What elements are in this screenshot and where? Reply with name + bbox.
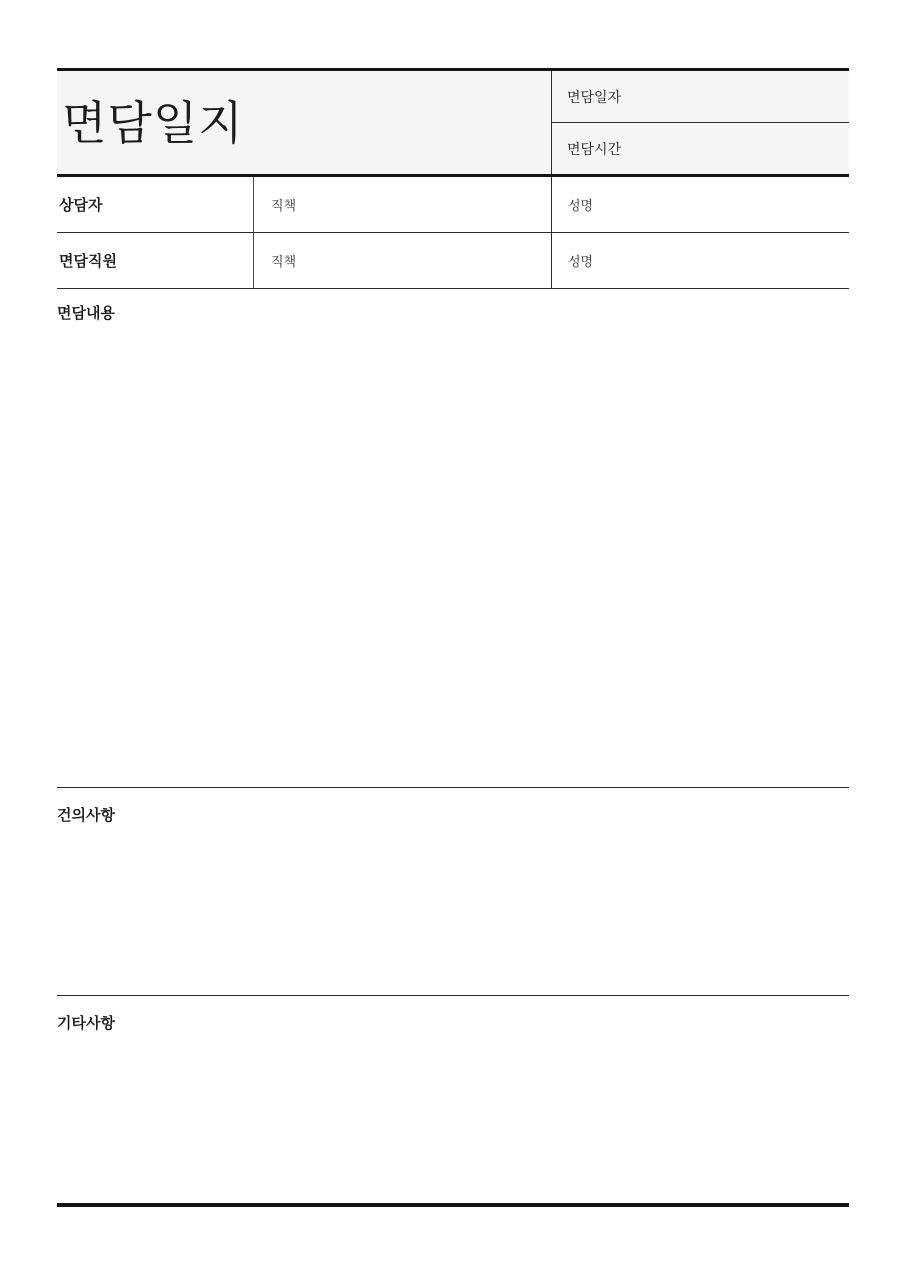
- form-header-table: [57, 68, 849, 177]
- header-meta-column: [551, 71, 849, 174]
- interviewee-name-label: 성명: [568, 254, 594, 269]
- table-row-counselor: [57, 177, 849, 233]
- interviewee-position-label: 직책: [271, 254, 297, 269]
- counselor-role-cell: [57, 177, 253, 232]
- counselor-position-label: 직책: [271, 198, 297, 213]
- divider-other-notes: [57, 995, 849, 996]
- form-title-cell: [57, 71, 551, 174]
- section-label-other-notes: 기타사항: [57, 1015, 115, 1032]
- counselor-role-label: 상담자: [59, 197, 103, 214]
- interview-time-row: [552, 123, 849, 174]
- table-row-interviewee: [57, 233, 849, 289]
- counselor-name-cell: [551, 177, 849, 232]
- interviewee-role-label: 면담직원: [59, 253, 117, 270]
- section-label-interview-content: 면담내용: [57, 305, 115, 322]
- bottom-rule: [57, 1203, 849, 1207]
- counselor-name-label: 성명: [568, 198, 594, 213]
- counselor-position-cell: [253, 177, 551, 232]
- interview-date-label: 면담일자: [567, 88, 622, 105]
- people-table: [57, 177, 849, 289]
- interviewee-name-cell: [551, 233, 849, 288]
- interviewee-position-cell: [253, 233, 551, 288]
- divider-suggestions: [57, 787, 849, 788]
- page-title: 면담일지: [62, 96, 244, 149]
- interviewee-role-cell: [57, 233, 253, 288]
- section-label-suggestions: 건의사항: [57, 807, 115, 824]
- interview-time-label: 면담시간: [567, 140, 622, 157]
- interview-date-row: [552, 71, 849, 123]
